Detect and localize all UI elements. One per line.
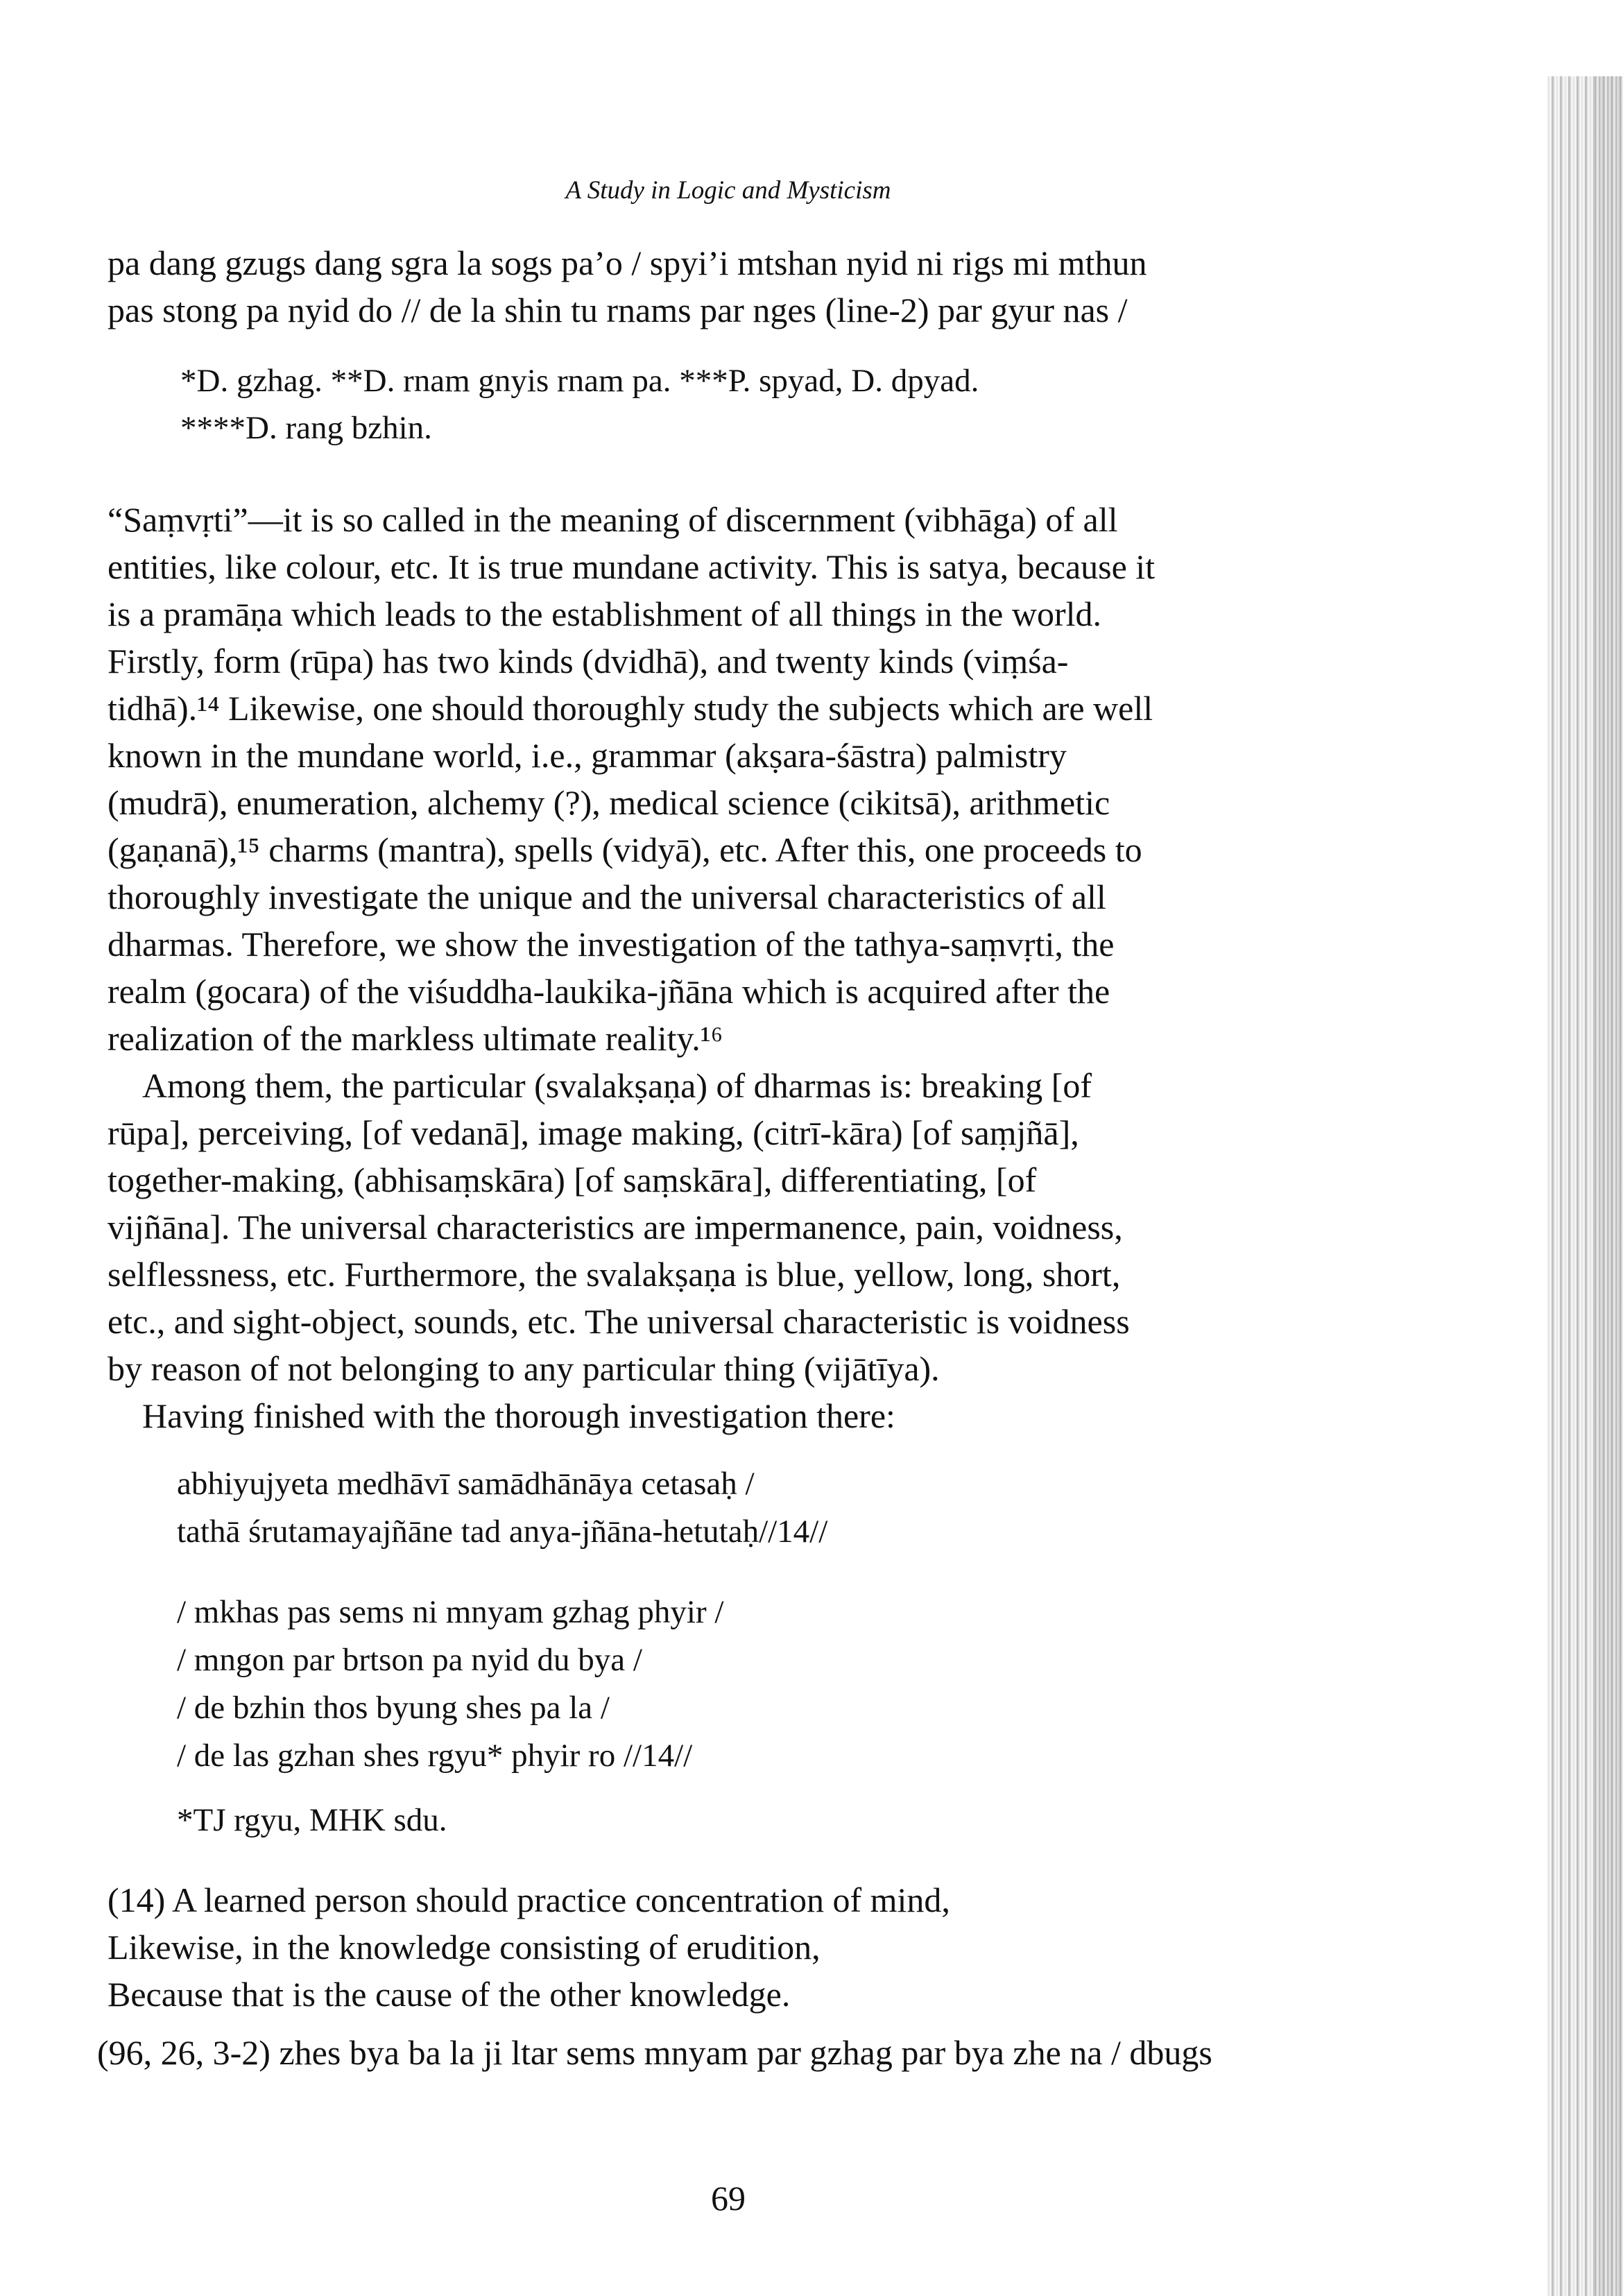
text-line: known in the mundane world, i.e., grammar (akṣara-śāstra) palmistry — [108, 736, 1067, 775]
footnote-line: ****D. rang bzhin. — [180, 410, 432, 446]
text-line: Because that is the cause of the other knowledge. — [108, 1975, 791, 2014]
text-line: pa dang gzugs dang sgra la sogs pa’o / spyi’i mtshan nyid ni rigs mi mthun — [108, 243, 1147, 282]
paragraph-svalaksana — [108, 1062, 1377, 1439]
verse-footnote — [177, 1797, 447, 1844]
text-line: “Saṃvṛti”—it is so called in the meaning of discernment (vibhāga) of all — [108, 500, 1118, 539]
verse-line: / de las gzhan shes rgyu* phyir ro //14// — [177, 1738, 693, 1774]
verse-line: / de bzhin thos byung shes pa la / — [177, 1690, 610, 1726]
text-line: Among them, the particular (svalakṣaṇa) of dharmas is: breaking [of — [142, 1066, 1092, 1105]
text-line: rūpa], perceiving, [of vedanā], image making, (citrī-kāra) [of saṃjñā], — [108, 1113, 1079, 1152]
verse-line: / mkhas pas sems ni mnyam gzhag phyir / — [177, 1594, 724, 1630]
text-line: (gaṇanā),¹⁵ charms (mantra), spells (vidyā), etc. After this, one proceeds to — [108, 830, 1142, 869]
text-line: vijñāna]. The universal characteristics are impermanence, pain, voidness, — [108, 1208, 1123, 1246]
final-tibetan-line — [97, 2029, 1366, 2076]
running-header: A Study in Logic and Mysticism — [565, 176, 891, 205]
translation-verse — [108, 1876, 1377, 2018]
text-line: Firstly, form (rūpa) has two kinds (dvidhā), and twenty kinds (viṃśa- — [108, 642, 1069, 680]
text-line: pas stong pa nyid do // de la shin tu rnams par nges (line-2) par gyur nas / — [108, 291, 1128, 329]
verse-line: abhiyujyeta medhāvī samādhānāya cetasaḥ / — [177, 1466, 755, 1502]
tibetan-top-passage — [108, 239, 1377, 334]
text-line: is a pramāṇa which leads to the establishment of all things in the world. — [108, 594, 1102, 633]
text-line: (14) A learned person should practice concentration of mind, — [108, 1881, 950, 1919]
text-line: etc., and sight-object, sounds, etc. The universal characteristic is voidness — [108, 1302, 1130, 1341]
text-line: entities, like colour, etc. It is true mundane activity. This is satya, because it — [108, 547, 1156, 586]
verse-line: / mngon par brtson pa nyid du bya / — [177, 1642, 642, 1678]
text-line: together-making, (abhisaṃskāra) [of saṃskāra], differentiating, [of — [108, 1160, 1037, 1199]
paragraph-samvrti — [108, 496, 1377, 1062]
footnotes-top — [180, 357, 979, 452]
text-line: realm (gocara) of the viśuddha-laukika-jñāna which is acquired after the — [108, 972, 1110, 1011]
sanskrit-verse — [177, 1460, 827, 1556]
footnote-line: *D. gzhag. **D. rnam gnyis rnam pa. ***P. spyad, D. dpyad. — [180, 363, 979, 399]
text-line: Likewise, in the knowledge consisting of erudition, — [108, 1928, 821, 1967]
text-line: selflessness, etc. Furthermore, the svalakṣaṇa is blue, yellow, long, short, — [108, 1255, 1121, 1294]
tibetan-verse — [177, 1588, 723, 1780]
page-number: 69 — [711, 2179, 746, 2218]
text-line: dharmas. Therefore, we show the investigation of the tathya-saṃvṛti, the — [108, 925, 1115, 963]
verse-line: tathā śrutamayajñāne tad anya-jñāna-hetutaḥ//14// — [177, 1514, 828, 1550]
page-edge-shadow — [1547, 76, 1623, 2296]
footnote-line: *TJ rgyu, MHK sdu. — [177, 1802, 447, 1838]
text-line: (96, 26, 3-2) zhes bya ba la ji ltar sems mnyam par gzhag par bya zhe na / dbugs — [97, 2033, 1212, 2072]
text-line: tidhā).¹⁴ Likewise, one should thoroughly study the subjects which are well — [108, 689, 1153, 728]
text-line: realization of the markless ultimate reality.¹⁶ — [108, 1019, 723, 1058]
text-line: by reason of not belonging to any particular thing (vijātīya). — [108, 1349, 940, 1388]
text-line: (mudrā), enumeration, alchemy (?), medical science (cikitsā), arithmetic — [108, 783, 1110, 822]
text-line: thoroughly investigate the unique and the universal characteristics of all — [108, 877, 1106, 916]
text-line: Having finished with the thorough investigation there: — [142, 1396, 895, 1435]
